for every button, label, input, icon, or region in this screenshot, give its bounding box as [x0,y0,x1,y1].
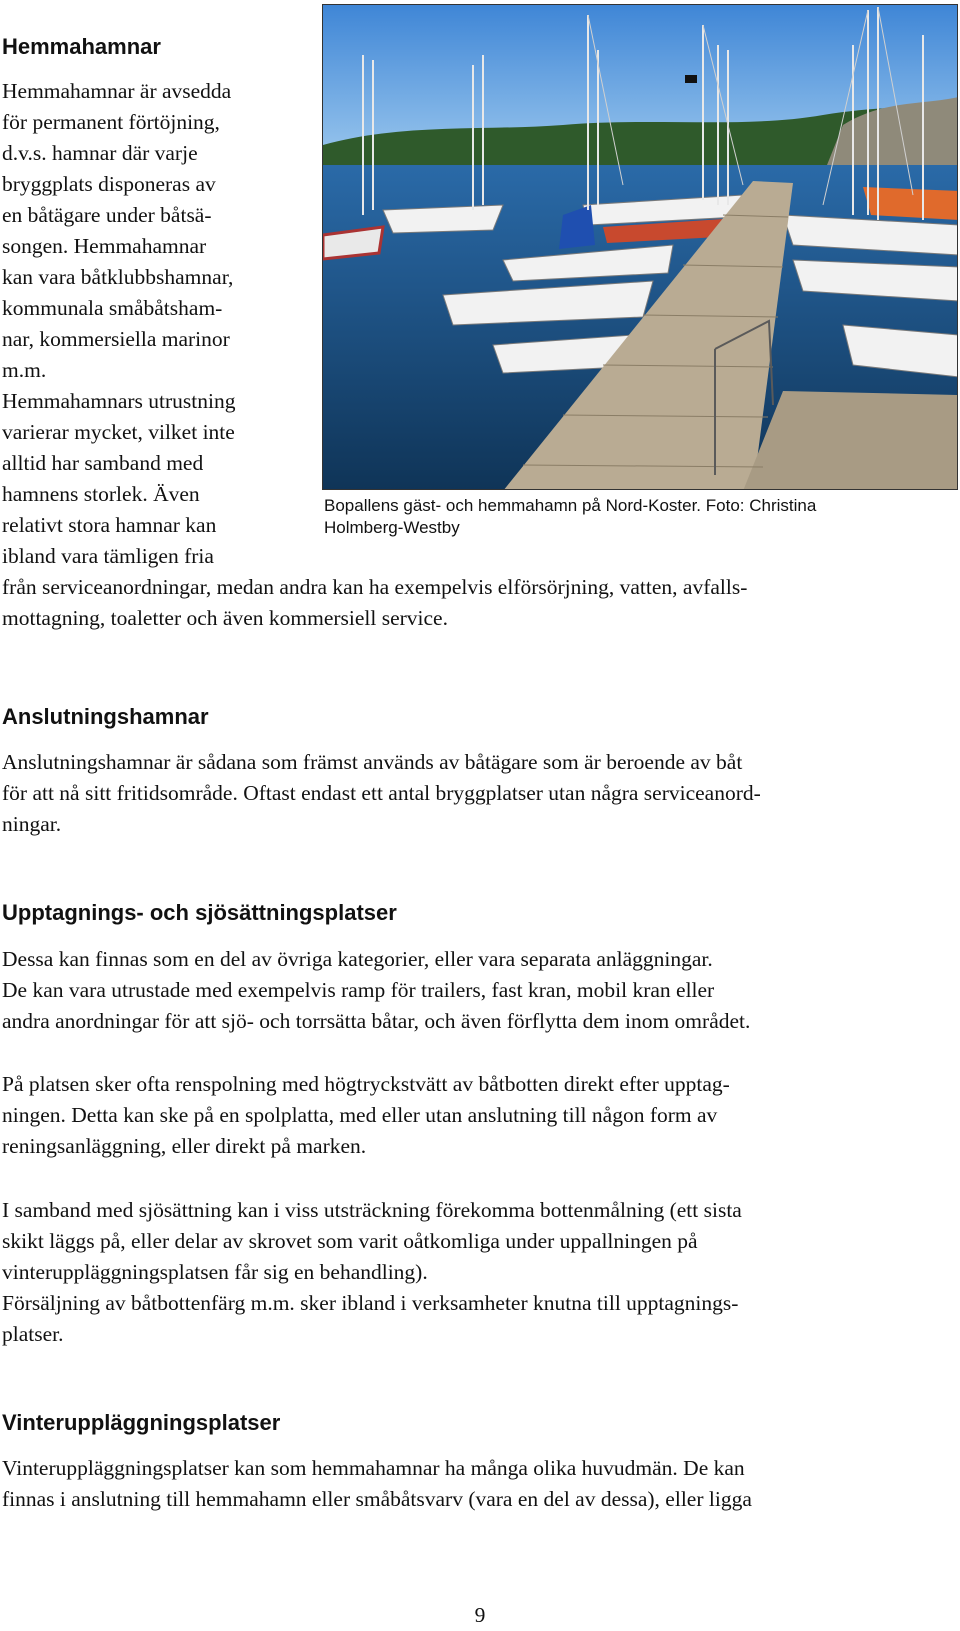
heading-hemmahamnar: Hemmahamnar [2,34,161,59]
heading-upptagningsplatser: Upptagnings- och sjösättningsplatser [2,900,397,925]
text-line: skikt läggs på, eller delar av skrovet som varit oåtkomliga under uppallningen på [2,1229,698,1253]
photo-caption: Bopallens gäst- och hemmahamn på Nord-Koster. Foto: Christina [324,496,817,515]
text-line: I samband med sjösättning kan i viss utsträckning förekomma bottenmålning (ett sista [2,1198,742,1222]
text-line: platser. [2,1322,64,1346]
text-line: hamnens storlek. Även [2,482,200,506]
text-line: nar, kommersiella marinor [2,327,230,351]
text-line: finnas i anslutning till hemmahamn eller småbåtsvarv (vara en del av dessa), eller ligga [2,1487,752,1511]
text-line: Hemmahamnar är avsedda [2,79,232,103]
text-line: reningsanläggning, eller direkt på marken. [2,1134,367,1158]
text-line: för att nå sitt fritidsområde. Oftast endast ett antal bryggplatser utan några serviceanord- [2,781,761,805]
text-line: alltid har samband med [2,451,204,475]
harbour-photo [322,4,958,490]
text-line: songen. Hemmahamnar [2,234,207,258]
heading-vinteruppläggningsplatser: Vinteruppläggningsplatser [2,1410,281,1435]
text-line: Hemmahamnars utrustning [2,389,236,413]
text-line: bryggplats disponeras av [2,172,216,196]
text-line: Försäljning av båtbottenfärg m.m. sker ibland i verksamheter knutna till upptagnings- [2,1291,739,1315]
text-line: De kan vara utrustade med exempelvis ramp för trailers, fast kran, mobil kran eller [2,978,715,1002]
page-number: 9 [474,1603,486,1627]
text-line: m.m. [2,358,47,382]
text-line: mottagning, toaletter och även kommersiell service. [2,606,448,630]
text-line: Dessa kan finnas som en del av övriga kategorier, eller vara separata anläggningar. [2,947,713,971]
text-line: för permanent förtöjning, [2,110,220,134]
text-line: relativt stora hamnar kan [2,513,217,537]
text-line: d.v.s. hamnar där varje [2,141,198,165]
text-line: kommunala småbåtsham- [2,296,223,320]
text-line: Vinteruppläggningsplatser kan som hemmahamnar ha många olika huvudmän. De kan [2,1456,745,1480]
text-line: andra anordningar för att sjö- och torrsätta båtar, och även förflytta dem inom området. [2,1009,751,1033]
text-line: en båtägare under båtsä- [2,203,212,227]
text-line: från serviceanordningar, medan andra kan ha exempelvis elförsörjning, vatten, avfalls- [2,575,748,599]
text-line: Anslutningshamnar är sådana som främst används av båtägare som är beroende av båt [2,750,743,774]
text-line: ibland vara tämligen fria [2,544,214,568]
text-line: vinteruppläggningsplatsen får sig en behandling). [2,1260,428,1284]
text-line: ningar. [2,812,62,836]
text-line: kan vara båtklubbshamnar, [2,265,234,289]
text-line: varierar mycket, vilket inte [2,420,235,444]
text-line: På platsen sker ofta renspolning med högtryckstvätt av båtbotten direkt efter upptag- [2,1072,730,1096]
text-line: ningen. Detta kan ske på en spolplatta, med eller utan anslutning till någon form av [2,1103,718,1127]
heading-anslutningshamnar: Anslutningshamnar [2,704,209,729]
photo-caption: Holmberg-Westby [324,518,460,537]
